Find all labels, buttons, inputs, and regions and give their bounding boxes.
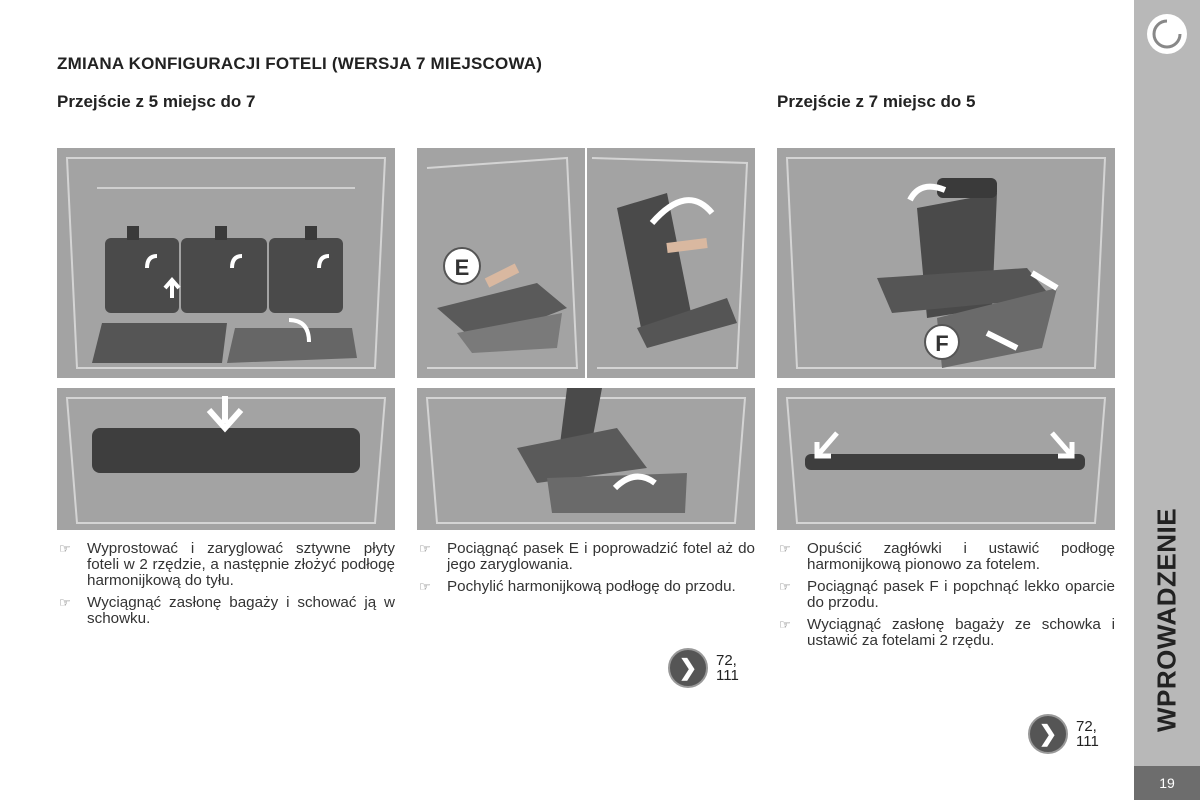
list-item: ☞ Pociągnąć pasek E i poprowadzić fotel aż do jego zaryglowania. xyxy=(419,540,755,573)
figure-install-luggage-cover xyxy=(777,388,1115,530)
figure-stow-luggage-cover xyxy=(57,388,395,530)
figure-strap-e xyxy=(417,148,585,378)
bullets-column-1 xyxy=(57,541,395,633)
section-title: WPROWADZENIE xyxy=(1151,507,1182,733)
list-item: ☞ Wyciągnąć zasłonę bagaży i schować ją w schowku. xyxy=(59,594,395,627)
pointing-hand-icon: ☞ xyxy=(779,579,791,594)
figure-raise-seat-panels xyxy=(57,148,395,378)
arrow-right-icon: ❯ xyxy=(1028,714,1068,754)
arrow-right-icon: ❯ xyxy=(668,648,708,688)
figure-seat-slide xyxy=(587,148,755,378)
list-item: ☞ Opuścić zagłówki i ustawić podłogę harmonijkową pionowo za fotelem. xyxy=(779,540,1115,573)
label-f: F xyxy=(935,331,949,356)
pointing-hand-icon: ☞ xyxy=(419,541,431,556)
bullets-column-2 xyxy=(417,541,755,601)
list-item: ☞ Pochylić harmonijkową podłogę do przodu. xyxy=(419,578,736,595)
page-reference[interactable] xyxy=(668,648,739,688)
pointing-hand-icon: ☞ xyxy=(59,541,71,556)
list-item: ☞ Wyprostować i zaryglować sztywne płyty foteli w 2 rzędzie, a następnie złożyć podłogę harmonijkową do tyłu. xyxy=(59,540,395,589)
figure-fold-floor xyxy=(417,388,755,530)
section-sidebar xyxy=(1134,0,1200,800)
pointing-hand-icon: ☞ xyxy=(59,595,71,610)
page-title: ZMIANA KONFIGURACJI FOTELI (WERSJA 7 MIEJSCOWA) xyxy=(57,54,543,73)
label-e: E xyxy=(454,255,470,280)
pointing-hand-icon: ☞ xyxy=(779,617,791,632)
bullets-column-3 xyxy=(777,541,1115,655)
reference-pages: 72, 111 xyxy=(1076,718,1099,750)
list-item: ☞ Pociągnąć pasek F i popchnąć lekko oparcie do przodu. xyxy=(779,578,1115,611)
heading-7-to-5: Przejście z 7 miejsc do 5 xyxy=(777,92,976,111)
pointing-hand-icon: ☞ xyxy=(779,541,791,556)
reference-pages: 72, 111 xyxy=(716,652,739,684)
pointing-hand-icon: ☞ xyxy=(419,579,431,594)
page-number: 19 xyxy=(1134,766,1200,800)
page-reference[interactable] xyxy=(1028,714,1099,754)
list-item: ☞ Wyciągnąć zasłonę bagaży ze schowka i ustawić za fotelami 2 rzędu. xyxy=(779,616,1115,649)
heading-5-to-7: Przejście z 5 miejsc do 7 xyxy=(57,92,256,111)
figure-strap-f xyxy=(777,148,1115,378)
section-logo-icon xyxy=(1147,14,1187,54)
